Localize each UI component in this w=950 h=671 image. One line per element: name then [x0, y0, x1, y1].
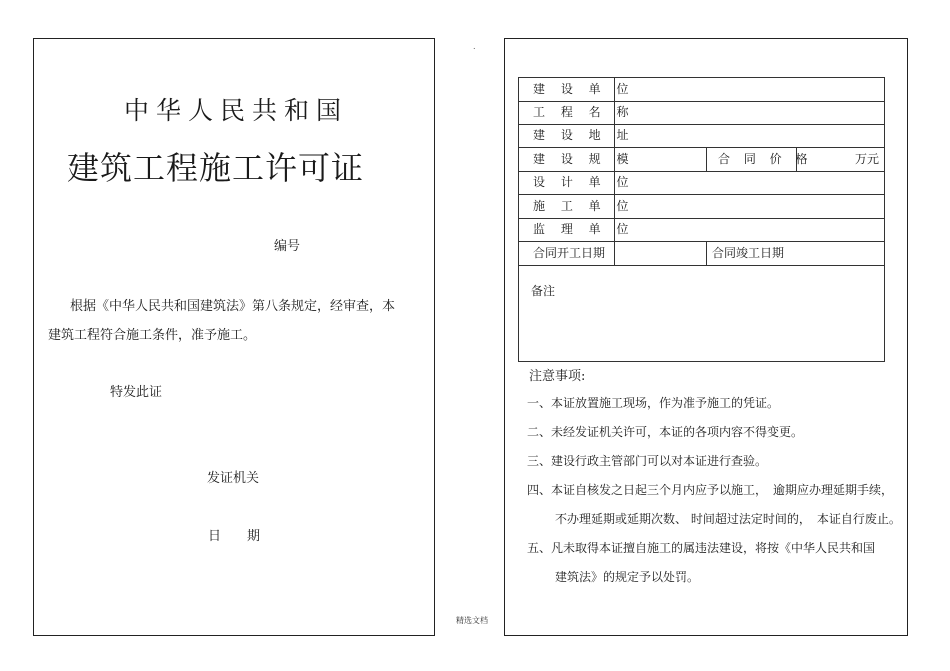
- value-construction-scale[interactable]: [615, 148, 705, 171]
- value-supervision-unit[interactable]: [615, 218, 885, 241]
- issue-date-label: [208, 525, 260, 544]
- value-project-name[interactable]: [615, 101, 885, 124]
- value-design-unit[interactable]: [615, 171, 885, 194]
- issuing-authority-label: 发证机关: [207, 471, 260, 486]
- notes-title: 注意事项:: [529, 369, 586, 384]
- label-contract-start-date: 合同开工日期: [533, 246, 606, 260]
- note-item-3: 三、建设行政主管部门可以对本证进行查验。: [527, 454, 768, 468]
- project-info-table: [518, 77, 885, 362]
- special-issue-text: 特发此证: [110, 385, 163, 400]
- note-item-4: 四、本证自核发之日起三个月内应予以施工， 逾期应办理延期手续，: [527, 483, 894, 497]
- label-project-name: 工 程 名 称: [533, 105, 635, 119]
- certificate-front-panel: [33, 38, 435, 636]
- certificate-body-line2: 建筑工程符合施工条件，准予施工。: [48, 328, 257, 343]
- value-construction-address[interactable]: [615, 124, 885, 147]
- note-item-5: 五、凡未取得本证擅自施工的属违法建设，将按《中华人民共和国: [527, 541, 876, 555]
- label-design-unit: 设 计 单 位: [533, 175, 635, 189]
- label-construction-unit: 建 设 单 位: [533, 82, 635, 96]
- note-item-4-continued: 不办理延期或延期次数、 时间超过法定时间的， 本证自行废止。: [555, 512, 901, 526]
- label-remarks: 备注: [531, 284, 556, 298]
- label-supervision-unit: 监 理 单 位: [533, 222, 635, 236]
- label-construction-address: 建 设 地 址: [533, 128, 635, 142]
- certificate-title: 建筑工程施工许可证: [67, 149, 365, 187]
- value-contract-start-date[interactable]: [615, 242, 705, 265]
- label-contract-price: 合 同 价 格: [718, 152, 813, 166]
- price-unit: 万元: [855, 152, 880, 166]
- certificate-details-panel: [504, 38, 908, 636]
- value-contract-end-date[interactable]: [797, 242, 885, 265]
- value-construction-unit[interactable]: [615, 78, 885, 101]
- note-item-2: 二、未经发证机关许可，本证的各项内容不得变更。: [527, 425, 804, 439]
- date-char-period: 期: [247, 529, 261, 544]
- label-contract-end-date: 合同竣工日期: [712, 246, 785, 260]
- footer-note: 精选文档: [456, 616, 488, 625]
- date-char-day: 日: [208, 529, 222, 544]
- note-item-1: 一、本证放置施工现场，作为准予施工的凭证。: [527, 396, 780, 410]
- value-remarks[interactable]: [519, 266, 885, 362]
- label-build-unit: 施 工 单 位: [533, 199, 635, 213]
- value-build-unit[interactable]: [615, 195, 885, 218]
- certificate-body-line1: 根据《中华人民共和国建筑法》第八条规定，经审查，本: [70, 299, 396, 314]
- country-name: 中华人民共和国: [124, 96, 349, 125]
- label-construction-scale: 建 设 规 模: [533, 152, 635, 166]
- page-dot: .: [473, 42, 476, 51]
- serial-number-label: 编号: [274, 239, 301, 254]
- note-item-5-continued: 建筑法》的规定予以处罚。: [555, 570, 700, 584]
